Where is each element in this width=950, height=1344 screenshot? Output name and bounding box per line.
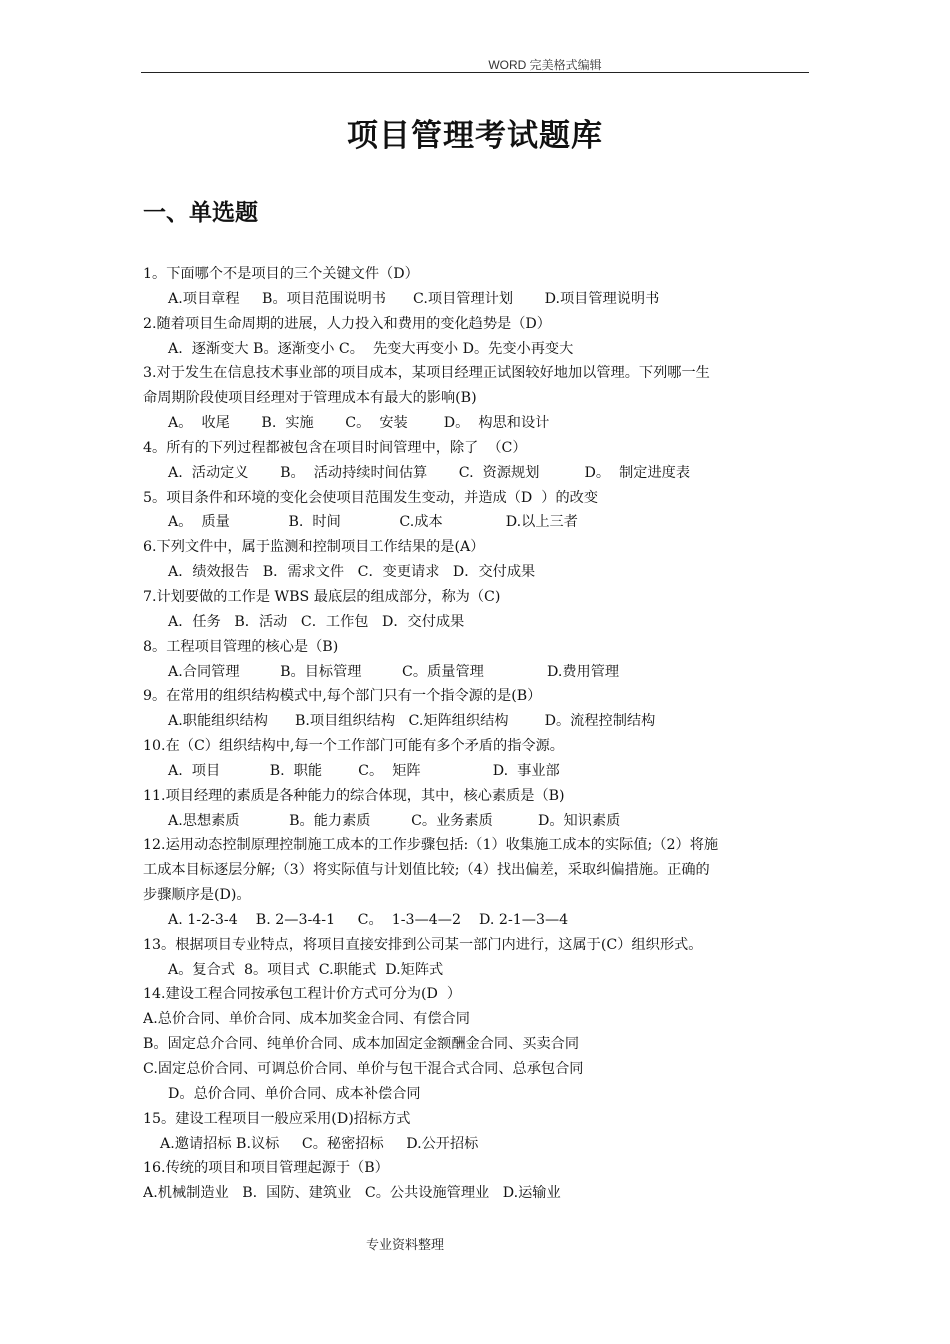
document-title: 项目管理考试题库 xyxy=(347,118,603,154)
header-rule xyxy=(141,72,809,73)
question-line: 11.项目经理的素质是各种能力的综合体现，其中，核心素质是（B) xyxy=(143,787,565,804)
footer-text: 专业资料整理 xyxy=(366,1238,445,1253)
question-line: 5。项目条件和环境的变化会使项目范围发生变动，并造成（D ）的改变 xyxy=(143,489,599,506)
question-line: A.总价合同、单价合同、成本加奖金合同、有偿合同 xyxy=(143,1011,470,1028)
question-line: 工成本目标逐层分解;（3）将实际值与计划值比较;（4）找出偏差，采取纠偏措施。正确的 xyxy=(143,862,710,879)
question-line: C.固定总价合同、可调总价合同、单价与包干混合式合同、总承包合同 xyxy=(143,1061,584,1077)
question-line: 命周期阶段使项目经理对于管理成本有最大的影响(B) xyxy=(143,390,477,407)
answer-options-line: A。复合式 8。项目式 C.职能式 D.矩阵式 xyxy=(168,961,444,978)
question-line: 6.下列文件中，属于监测和控制项目工作结果的是(A） xyxy=(143,539,485,556)
question-line: 2.随着项目生命周期的进展，人力投入和费用的变化趋势是（D） xyxy=(143,315,551,332)
answer-options-line: A.项目章程 B。项目范围说明书 C.项目管理计划 D.项目管理说明书 xyxy=(168,290,660,307)
question-line: 12.运用动态控制原理控制施工成本的工作步骤包括:（1）收集施工成本的实际值;（2）将施 xyxy=(143,837,719,854)
question-line: A.机械制造业 B. 国防、建筑业 C。公共设施管理业 D.运输业 xyxy=(143,1185,561,1202)
answer-options-line: A．绩效报告 B．需求文件 C．变更请求 D．交付成果 xyxy=(168,564,536,581)
answer-options-line: A.合同管理 B。目标管理 C。质量管理 D.费用管理 xyxy=(168,663,620,680)
answer-options-line: A. 项目 B. 职能 C。 矩阵 D. 事业部 xyxy=(168,762,560,779)
header-text: WORD 完美格式编辑 xyxy=(488,58,602,72)
question-line: 4。所有的下列过程都被包含在项目时间管理中，除了 （C） xyxy=(143,439,527,456)
question-line: 步骤顺序是(D)。 xyxy=(143,887,251,904)
section-heading: 一、单选题 xyxy=(143,200,258,226)
question-list xyxy=(143,262,813,1206)
answer-options-line: A.邀请招标 B.议标 C。秘密招标 D.公开招标 xyxy=(160,1135,479,1152)
answer-options-line: A.职能组织结构 B.项目组织结构 C.矩阵组织结构 D。流程控制结构 xyxy=(168,713,656,730)
answer-options-line: A. 活动定义 B。 活动持续时间估算 C. 资源规划 D。 制定进度表 xyxy=(168,464,691,481)
question-line: B。固定总介合同、纯单价合同、成本加固定金额酬金合同、买卖合同 xyxy=(143,1036,580,1053)
answer-options-line: A。 收尾 B. 实施 C。 安装 D。 构思和设计 xyxy=(168,415,550,432)
question-line: 15。建设工程项目一般应采用(D)招标方式 xyxy=(143,1110,411,1127)
question-line: 1。下面哪个不是项目的三个关键文件（D） xyxy=(143,266,419,282)
answer-options-line: A．任务 B．活动 C．工作包 D．交付成果 xyxy=(168,613,465,630)
question-line: 8。工程项目管理的核心是（B) xyxy=(143,638,339,655)
answer-options-line: A.思想素质 B。能力素质 C。业务素质 D。知识素质 xyxy=(168,812,621,829)
question-line: 13。根据项目专业特点，将项目直接安排到公司某一部门内进行，这属于(C）组织形式。 xyxy=(143,936,703,953)
question-line: 3.对于发生在信息技术事业部的项目成本，某项目经理正试图较好地加以管理。下列哪一生 xyxy=(143,365,710,382)
answer-options-line: A. 逐渐变大 B。逐渐变小 C。 先变大再变小 D。先变小再变大 xyxy=(168,340,574,357)
question-line: 7.计划要做的工作是 WBS 最底层的组成部分，称为（C) xyxy=(143,588,501,605)
question-line: 9。在常用的组织结构模式中,每个部门只有一个指令源的是(B） xyxy=(143,688,542,705)
answer-options-line: A. 1-2-3-4 B. 2—3-4-1 C。 1-3—4—2 D. 2-1—3—4 xyxy=(168,911,569,928)
answer-options-line: A。 质量 B. 时间 C.成本 D.以上三者 xyxy=(168,514,578,531)
answer-options-line: D。总价合同、单价合同、成本补偿合同 xyxy=(168,1085,421,1102)
question-line: 14.建设工程合同按承包工程计价方式可分为(D ） xyxy=(143,986,462,1003)
question-line: 10.在（C）组织结构中,每一个工作部门可能有多个矛盾的指令源。 xyxy=(143,738,564,755)
question-line: 16.传统的项目和项目管理起源于（B） xyxy=(143,1160,389,1177)
